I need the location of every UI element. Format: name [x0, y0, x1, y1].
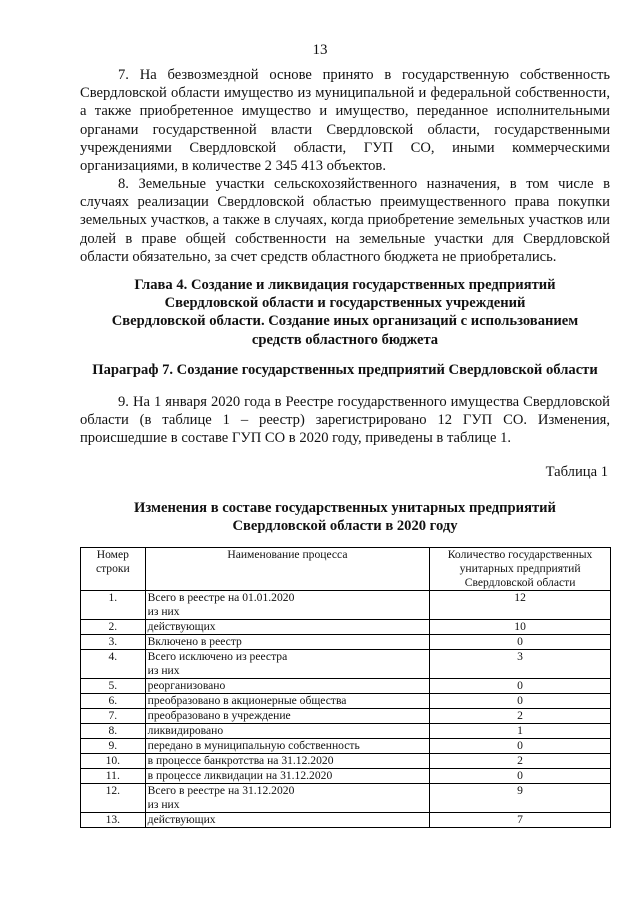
process-name: Включено в реестр — [147, 635, 242, 648]
table-body — [81, 591, 611, 828]
enterprise-count: 2 — [430, 709, 611, 724]
process-name-cell — [145, 650, 429, 679]
table-title-line: Свердловской области в 2020 году — [232, 518, 458, 534]
row-number: 5. — [81, 679, 146, 694]
chapter-heading-line: Свердловской области. Создание иных организаций с использованием — [111, 313, 579, 330]
process-name: Всего исключено из реестра — [147, 650, 288, 663]
table-row — [81, 591, 611, 620]
process-name-cell — [145, 709, 429, 724]
paragraph-8: 8. Земельные участки сельскохозяйственного назначения, в том числе в случаях реализации Свердловской областью преимущественного права покупки земельных участков, а также в случаях, когда приобретение земельных участков или долей в праве общей собственности на земельные участки для Свердловской области обязательно, за счет средств областного бюджета не приобретались. — [80, 176, 610, 265]
row-number: 2. — [81, 620, 146, 635]
page-number: 13 — [312, 42, 328, 58]
table-header-row — [81, 548, 611, 591]
header-row-number: Номер строки — [81, 548, 146, 591]
table-row — [81, 813, 611, 828]
enterprise-count: 0 — [430, 769, 611, 784]
chapter-heading-line: Глава 4. Создание и ликвидация государственных предприятий — [134, 277, 556, 293]
chapter-heading-line: средств областного бюджета — [251, 331, 439, 348]
table-row — [81, 739, 611, 754]
enterprise-count: 1 — [430, 724, 611, 739]
process-name: преобразовано в учреждение — [147, 709, 291, 722]
changes-table — [80, 547, 611, 828]
process-name: ликвидировано — [147, 724, 224, 737]
row-number: 3. — [81, 635, 146, 650]
process-name: в процессе банкротства на 31.12.2020 — [147, 754, 334, 767]
table-row — [81, 650, 611, 679]
table-row — [81, 694, 611, 709]
process-name-cell — [145, 635, 429, 650]
row-number: 6. — [81, 694, 146, 709]
row-number: 9. — [81, 739, 146, 754]
process-name-cell — [145, 620, 429, 635]
table-row — [81, 724, 611, 739]
process-name: реорганизовано — [147, 679, 226, 692]
process-name: в процессе ликвидации на 31.12.2020 — [147, 769, 333, 782]
process-name-cell — [145, 784, 429, 813]
row-number: 12. — [81, 784, 146, 813]
enterprise-count: 9 — [430, 784, 611, 813]
table-row — [81, 769, 611, 784]
enterprise-count: 0 — [430, 739, 611, 754]
process-name: преобразовано в акционерные общества — [147, 694, 347, 707]
row-number: 11. — [81, 769, 146, 784]
process-subnote: из них — [147, 664, 180, 677]
enterprise-count: 12 — [430, 591, 611, 620]
process-name-cell — [145, 754, 429, 769]
table-row — [81, 709, 611, 724]
process-name: Всего в реестре на 31.12.2020 — [147, 784, 295, 797]
row-number: 1. — [81, 591, 146, 620]
enterprise-count: 0 — [430, 694, 611, 709]
enterprise-count: 2 — [430, 754, 611, 769]
table-title — [80, 499, 610, 535]
process-subnote: из них — [147, 798, 180, 811]
chapter-heading-line: Свердловской области и государственных учреждений — [164, 295, 526, 312]
enterprise-count: 3 — [430, 650, 611, 679]
row-number: 13. — [81, 813, 146, 828]
section-heading: Параграф 7. Создание государственных предприятий Свердловской области — [92, 362, 598, 378]
row-number: 7. — [81, 709, 146, 724]
process-name: Всего в реестре на 01.01.2020 — [147, 591, 295, 604]
paragraph-7: 7. На безвозмездной основе принято в государственную собственность Свердловской области имущество из муниципальной и федеральной собственности, а также приобретенное имущество и имущество, переданное исполнительными органами государственной власти Свердловской области, государственными учреждениями Свердловской области, ГУП СО, иными коммерческими организациями, в количестве 2 345 413 объектов. — [80, 67, 610, 175]
table-title-line: Изменения в составе государственных унитарных предприятий — [134, 500, 556, 516]
chapter-heading — [80, 276, 610, 349]
row-number: 8. — [81, 724, 146, 739]
header-enterprise-count: Количество государственных унитарных предприятий Свердловской области — [430, 548, 611, 591]
process-name-cell — [145, 813, 429, 828]
process-subnote: из них — [147, 605, 180, 618]
table-row — [81, 754, 611, 769]
table-label: Таблица 1 — [545, 464, 608, 480]
table-row — [81, 620, 611, 635]
enterprise-count: 7 — [430, 813, 611, 828]
process-name-cell — [145, 679, 429, 694]
process-name-cell — [145, 769, 429, 784]
enterprise-count: 0 — [430, 635, 611, 650]
process-name-cell — [145, 739, 429, 754]
table-row — [81, 635, 611, 650]
process-name-cell — [145, 694, 429, 709]
row-number: 10. — [81, 754, 146, 769]
table-row — [81, 679, 611, 694]
enterprise-count: 0 — [430, 679, 611, 694]
table-row — [81, 784, 611, 813]
enterprise-count: 10 — [430, 620, 611, 635]
paragraph-9: 9. На 1 января 2020 года в Реестре государственного имущества Свердловской области (в таблице 1 – реестр) зарегистрировано 12 ГУП СО. Изменения, происшедшие в составе ГУП СО в 2020 году, приведены в таблице 1. — [80, 394, 610, 447]
process-name: действующих — [147, 620, 216, 633]
process-name-cell — [145, 591, 429, 620]
process-name-cell — [145, 724, 429, 739]
process-name: действующих — [147, 813, 216, 826]
row-number: 4. — [81, 650, 146, 679]
header-process-name: Наименование процесса — [145, 548, 429, 591]
process-name: передано в муниципальную собственность — [147, 739, 360, 752]
